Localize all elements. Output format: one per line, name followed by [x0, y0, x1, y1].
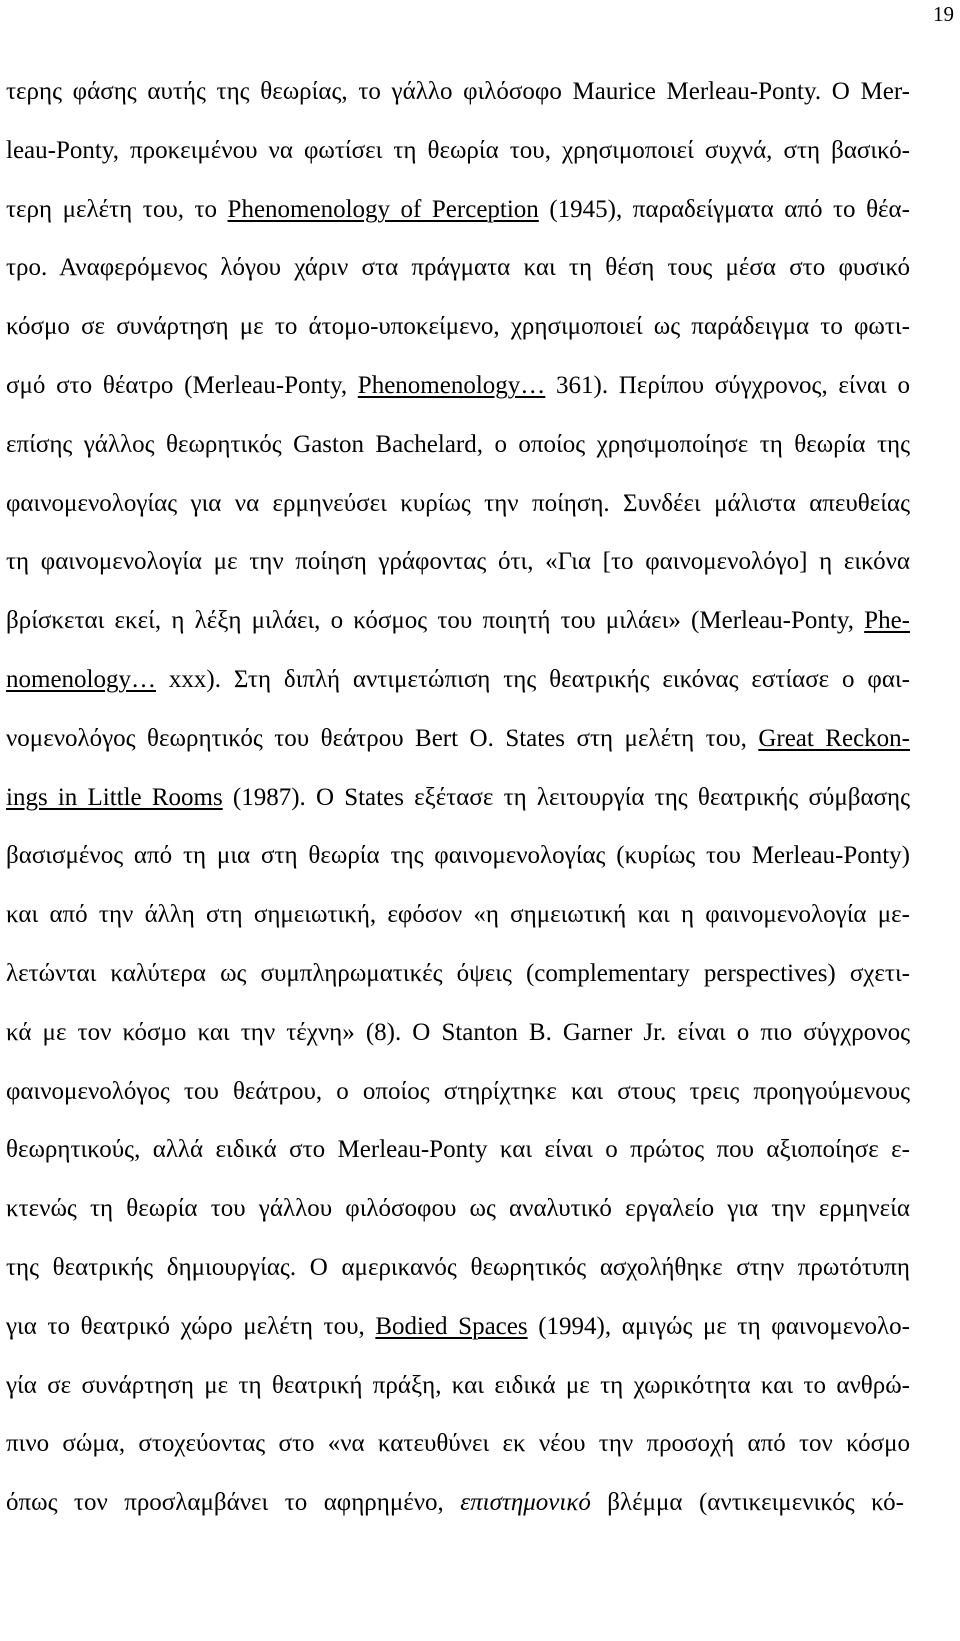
- underlined-title: Bodied Spaces: [375, 1312, 528, 1340]
- text-line: [6, 660, 910, 700]
- text-line: [6, 778, 910, 818]
- underlined-title: Great Reckon-: [758, 724, 910, 752]
- text-line: [6, 131, 910, 171]
- underlined-title: Phe-: [864, 607, 910, 635]
- text-line: [6, 484, 910, 524]
- text-run: leau-Ponty, προκειμένου να φωτίσει τη θεωρία του, χρησιμοποιεί συχνά, στη βασικό-: [6, 136, 910, 164]
- text-run: κά με τον κόσμο και την τέχνη» (8). Ο Stanton B. Garner Jr. είναι ο πιο σύγχρονος: [6, 1018, 910, 1046]
- underlined-title: Phenomenology of Perception: [227, 195, 539, 223]
- text-run: φαινομενολόγος του θεάτρου, ο οποίος στηρίχτηκε και στους τρεις προηγούμενους: [6, 1077, 910, 1105]
- text-run: τρο. Αναφερόμενος λόγου χάριν στα πράγματα και τη θέση τους μέσα στο φυσικό: [6, 254, 910, 282]
- text-line: [6, 248, 910, 288]
- text-line: [6, 542, 910, 582]
- text-line: [6, 1424, 910, 1464]
- text-run: βρίσκεται εκεί, η λέξη μιλάει, ο κόσμος του ποιητή του μιλάει» (Merleau-Ponty,: [6, 607, 865, 635]
- italic-word: επιστημονικό: [460, 1489, 591, 1517]
- text-run: τερης φάσης αυτής της θεωρίας, το γάλλο φιλόσοφο Maurice Merleau-Ponty. Ο Mer-: [6, 78, 910, 105]
- text-run: και από την άλλη στη σημειωτική, εφόσον «η σημειωτική και η φαινομενολογία με-: [6, 901, 910, 929]
- text-run: πινο σώμα, στοχεύοντας στο «να κατευθύνει εκ νέου την προσοχή από τον κόσμο: [6, 1430, 910, 1458]
- text-line: [6, 895, 910, 935]
- text-line: [6, 601, 910, 641]
- text-run: βλέμμα (αντικειμενικός κό-: [590, 1489, 904, 1517]
- text-run: της θεατρικής δημιουργίας. Ο αμερικανός θεωρητικός ασχολήθηκε στην πρωτότυπη: [6, 1254, 910, 1281]
- text-line: [6, 1189, 910, 1229]
- text-line: [6, 1483, 904, 1523]
- text-run: xxx). Στη διπλή αντιμετώπιση της θεατρικής εικόνας εστίασε ο φαι-: [156, 666, 910, 693]
- text-line: [6, 1072, 910, 1112]
- text-line: [6, 190, 910, 230]
- text-line: [6, 366, 910, 406]
- text-line: [6, 836, 910, 876]
- text-line: [6, 425, 910, 465]
- text-line: [6, 72, 910, 112]
- text-run: κτενώς τη θεωρία του γάλλου φιλόσοφου ως αναλυτικό εργαλείο για την ερμηνεία: [6, 1195, 910, 1223]
- underlined-title: nomenology…: [6, 666, 156, 693]
- text-run: όπως τον προσλαμβάνει το αφηρημένο,: [6, 1489, 461, 1517]
- text-run: φαινομενολογίας για να ερμηνεύσει κυρίως την ποίηση. Συνδέει μάλιστα απευθείας: [6, 489, 910, 517]
- text-run: νομενολόγος θεωρητικός του θεάτρου Bert O. States στη μελέτη του,: [6, 724, 759, 752]
- text-line: [6, 307, 910, 347]
- text-line: [6, 1366, 910, 1406]
- text-run: (1987). Ο States εξέτασε τη λειτουργία της θεατρικής σύμβασης: [222, 783, 910, 811]
- text-run: (1945), παραδείγματα από το θέα-: [538, 195, 910, 223]
- page-number: 19: [933, 2, 954, 26]
- text-line: [6, 1248, 910, 1288]
- text-run: γία σε συνάρτηση με τη θεατρική πράξη, και ειδικά με τη χωρικότητα και το ανθρώ-: [6, 1371, 910, 1399]
- text-line: [6, 719, 910, 759]
- text-run: θεωρητικούς, αλλά ειδικά στο Merleau-Ponty και είναι ο πρώτος που αξιοποίησε ε-: [6, 1136, 910, 1164]
- underlined-title: Phenomenology…: [357, 372, 546, 399]
- text-line: [6, 1307, 910, 1347]
- text-line: [6, 954, 910, 994]
- text-line: [6, 1130, 910, 1170]
- underlined-title: ings in Little Rooms: [6, 783, 223, 811]
- text-run: για το θεατρικό χώρο μελέτη του,: [6, 1312, 376, 1340]
- text-run: τερη μελέτη του, το: [6, 195, 228, 223]
- text-run: επίσης γάλλος θεωρητικός Gaston Bachelard, ο οποίος χρησιμοποίησε τη θεωρία της: [6, 430, 910, 458]
- text-line: [6, 1013, 910, 1053]
- text-run: κόσμο σε συνάρτηση με το άτομο-υποκείμενο, χρησιμοποιεί ως παράδειγμα το φωτι-: [6, 313, 910, 341]
- text-run: βασισμένος από τη μια στη θεωρία της φαινομενολογίας (κυρίως του Merleau-Ponty): [6, 842, 910, 870]
- text-run: λετώνται καλύτερα ως συμπληρωματικές όψεις (complementary perspectives) σχετι-: [6, 960, 910, 987]
- text-run: 361). Περίπου σύγχρονος, είναι ο: [545, 372, 910, 399]
- text-run: σμό στο θέατρο (Merleau-Ponty,: [6, 372, 358, 399]
- text-run: τη φαινομενολογία με την ποίηση γράφοντας ότι, «Για [το φαινομενολόγο] η εικόνα: [6, 548, 910, 576]
- text-run: (1994), αμιγώς με τη φαινομενολο-: [527, 1312, 910, 1340]
